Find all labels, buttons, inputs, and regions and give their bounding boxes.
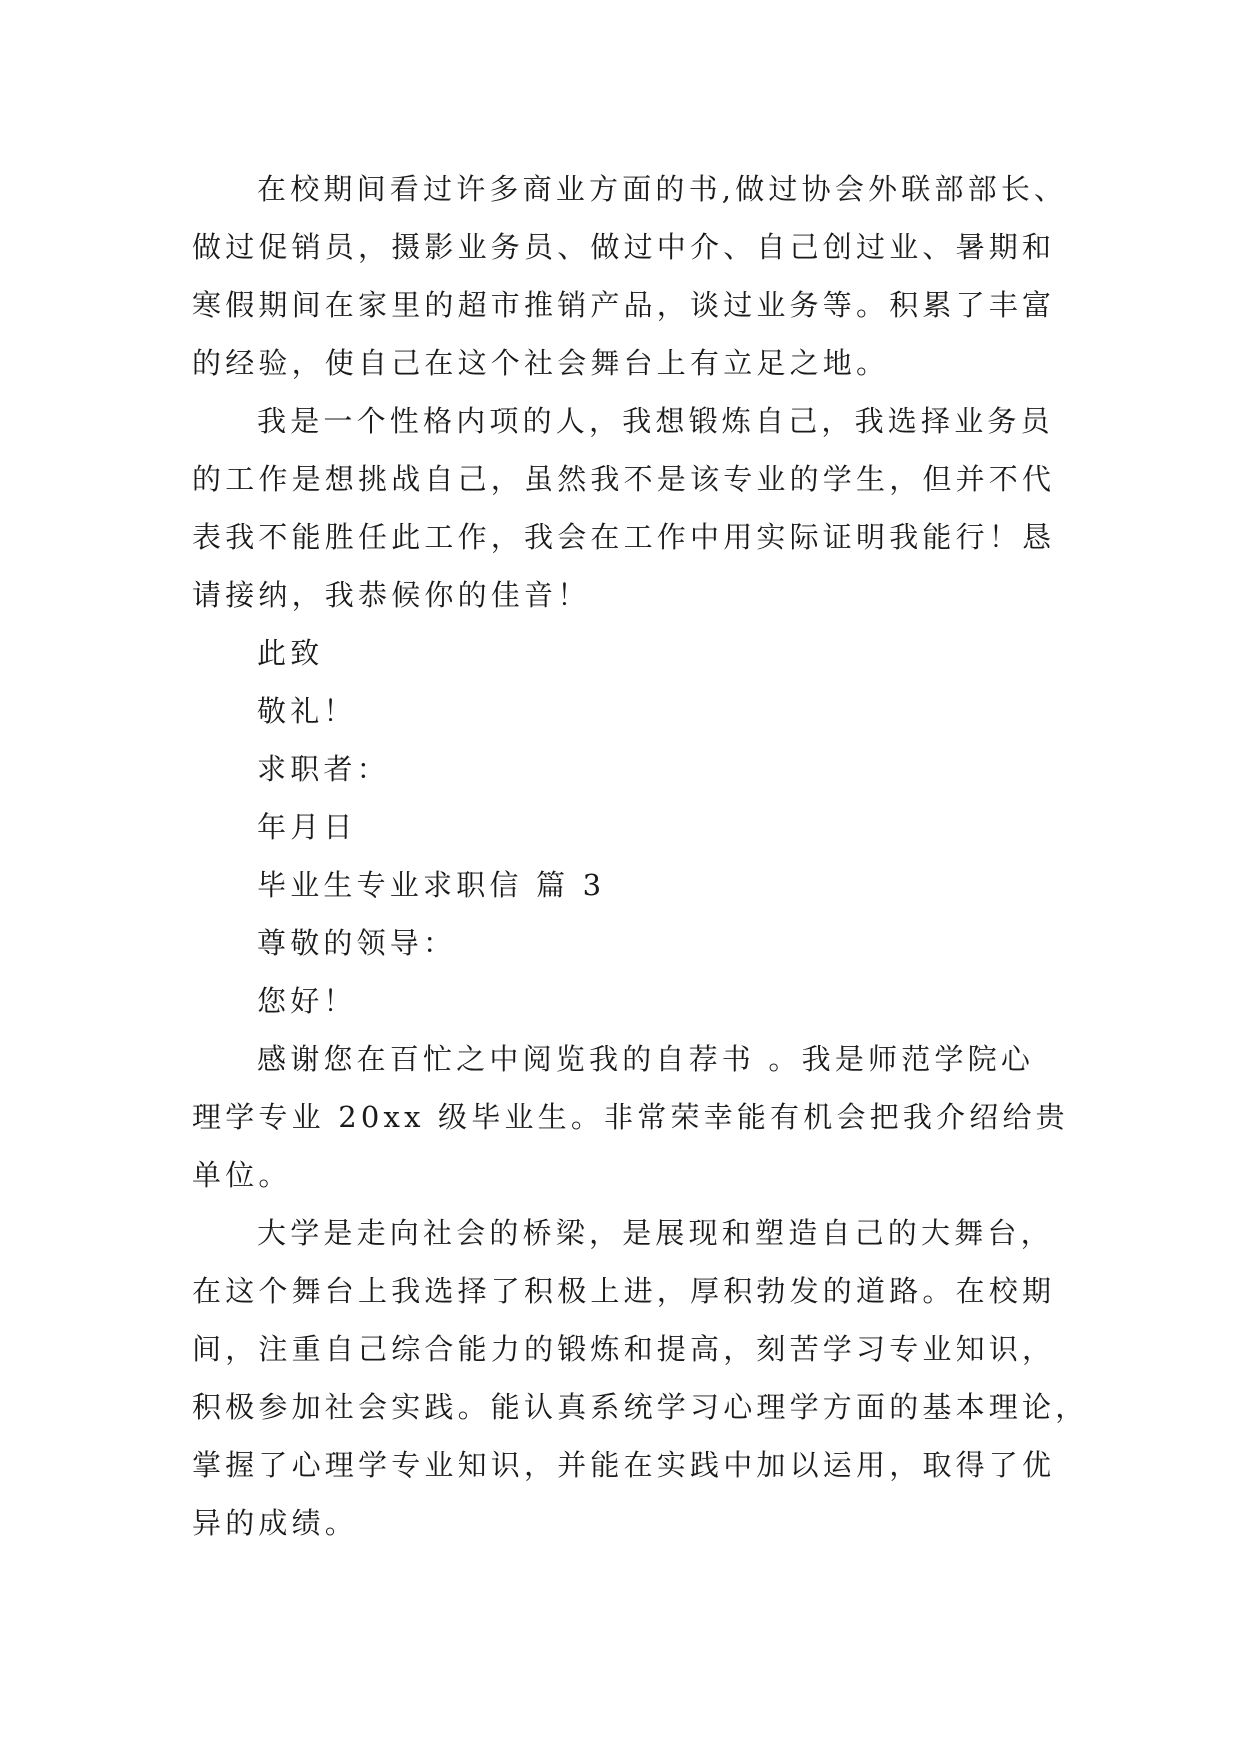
paragraph-line: 在这个舞台上我选择了积极上进，厚积勃发的道路。在校期 <box>192 1274 1056 1308</box>
paragraph-line: 做过促销员，摄影业务员、做过中介、自己创过业、暑期和 <box>192 230 1056 264</box>
paragraph-line: 的工作是想挑战自己，虽然我不是该专业的学生，但并不代 <box>192 462 1056 496</box>
paragraph-line: 异的成绩。 <box>192 1506 359 1540</box>
greeting-hello: 您好！ <box>257 984 357 1018</box>
signature-applicant: 求职者： <box>257 752 390 786</box>
document-body <box>192 160 1089 1552</box>
paragraph-line: 间，注重自己综合能力的锻炼和提高，刻苦学习专业知识， <box>192 1332 1056 1366</box>
section-title: 毕业生专业求职信 篇 3 <box>257 868 606 902</box>
paragraph-line: 感谢您在百忙之中阅览我的自荐书 。我是师范学院心 <box>257 1042 1035 1076</box>
greeting-recipient: 尊敬的领导： <box>257 926 457 960</box>
paragraph-line: 大学是走向社会的桥梁，是展现和塑造自己的大舞台， <box>257 1216 1054 1250</box>
signature-date: 年月日 <box>257 810 357 844</box>
closing-regards: 敬礼！ <box>257 694 357 728</box>
paragraph-line: 请接纳，我恭候你的佳音！ <box>192 578 591 612</box>
paragraph-line: 掌握了心理学专业知识，并能在实践中加以运用，取得了优 <box>192 1448 1056 1482</box>
paragraph-line: 寒假期间在家里的超市推销产品，谈过业务等。积累了丰富 <box>192 288 1056 322</box>
paragraph-line: 我是一个性格内项的人，我想锻炼自己，我选择业务员 <box>257 404 1054 438</box>
paragraph-line: 理学专业 20xx 级毕业生。非常荣幸能有机会把我介绍给贵 <box>192 1100 1069 1134</box>
paragraph-line: 的经验，使自己在这个社会舞台上有立足之地。 <box>192 346 890 380</box>
paragraph-line: 在校期间看过许多商业方面的书,做过协会外联部部长、 <box>257 172 1068 206</box>
paragraph-line: 单位。 <box>192 1158 292 1192</box>
paragraph-line: 表我不能胜任此工作，我会在工作中用实际证明我能行！恳 <box>192 520 1056 554</box>
closing-salutation: 此致 <box>257 636 324 670</box>
paragraph-line: 积极参加社会实践。能认真系统学习心理学方面的基本理论， <box>192 1390 1089 1424</box>
